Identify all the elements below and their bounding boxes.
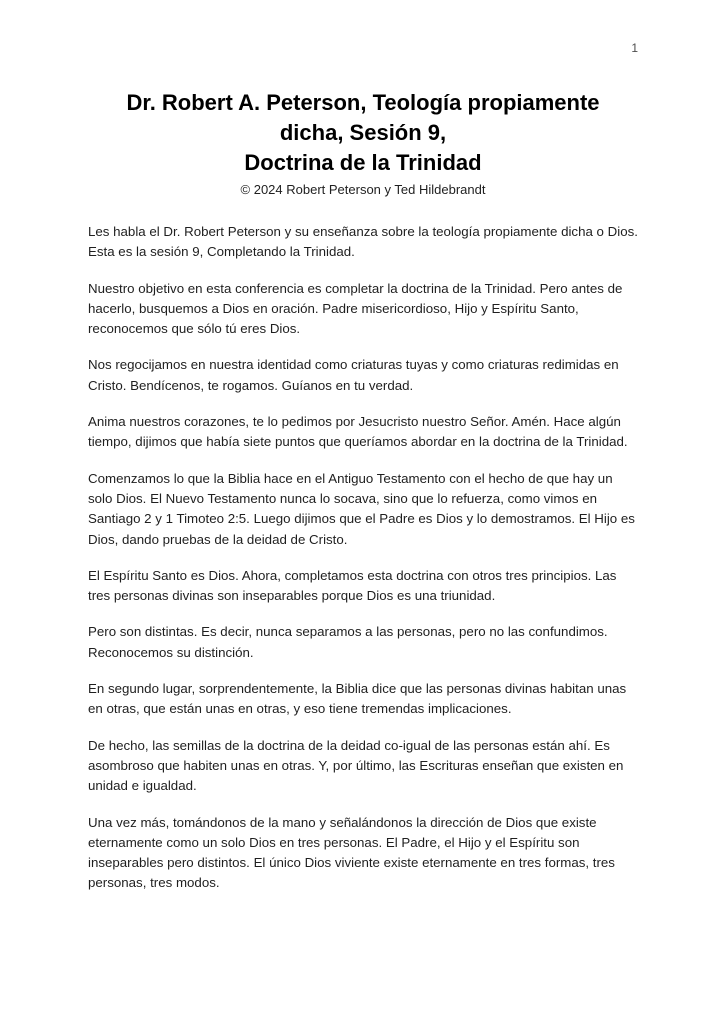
title-line-2: dicha, Sesión 9, <box>279 120 447 145</box>
paragraph: Nos regocijamos en nuestra identidad como criaturas tuyas y como criaturas redimidas en Cristo. Bendícenos, te rogamos. Guíanos en tu verdad. <box>88 357 619 393</box>
transcript-body <box>88 222 638 894</box>
copyright-line: © 2024 Robert Peterson y Ted Hildebrandt <box>240 182 486 197</box>
paragraph: Anima nuestros corazones, te lo pedimos por Jesucristo nuestro Señor. Amén. Hace algún tiempo, dijimos que había siete puntos que queríamos abordar en la doctrina de la Trinidad. <box>88 414 628 450</box>
paragraph: El Espíritu Santo es Dios. Ahora, completamos esta doctrina con otros tres principios. Las tres personas divinas son inseparables porque Dios es una triunidad. <box>88 567 617 604</box>
paragraph: Comenzamos lo que la Biblia hace en el Antiguo Testamento con el hecho de que hay un solo Dios. El Nuevo Testamento nunca lo socava, sino que lo refuerza, como vimos en Santiago 2 y 1 Timoteo 2:5. Luego dijimos que el Padre es Dios y lo demostramos. El Hijo es Dios, dando pruebas de la deidad de Cristo. <box>88 470 635 547</box>
title-line-1: Dr. Robert A. Peterson, Teología propiamente <box>126 90 600 115</box>
paragraph: Pero son distintas. Es decir, nunca separamos a las personas, pero no las confundimos. Reconocemos su distinción. <box>88 624 608 660</box>
page-number: 1 <box>631 41 638 55</box>
paragraph: Nuestro objetivo en esta conferencia es completar la doctrina de la Trinidad. Pero antes de hacerlo, busquemos a Dios en oración. Padre misericordioso, Hijo y Espíritu Santo, reconocemos que sólo tú eres Dios. <box>88 280 623 337</box>
paragraph: De hecho, las semillas de la doctrina de la deidad co-igual de las personas están ahí. Es asombroso que habiten unas en otras. Y, por último, las Escrituras enseñan que existen en unidad e igualdad. <box>88 737 624 794</box>
paragraph: En segundo lugar, sorprendentemente, la Biblia dice que las personas divinas habitan unas en otras, que están unas en otras, y eso tiene tremendas implicaciones. <box>88 681 627 717</box>
paragraph: Una vez más, tomándonos de la mano y señalándonos la dirección de Dios que existe eternamente como un solo Dios en tres personas. El Padre, el Hijo y el Espíritu son inseparables pero distintos. El único Dios viviente existe eternamente en tres formas, tres personas, tres modos. <box>88 814 615 891</box>
document-title <box>88 88 638 178</box>
paragraph: Les habla el Dr. Robert Peterson y su enseñanza sobre la teología propiamente dicha o Dios. Esta es la sesión 9, Completando la Trinidad. <box>88 224 638 260</box>
title-line-3: Doctrina de la Trinidad <box>244 150 482 175</box>
